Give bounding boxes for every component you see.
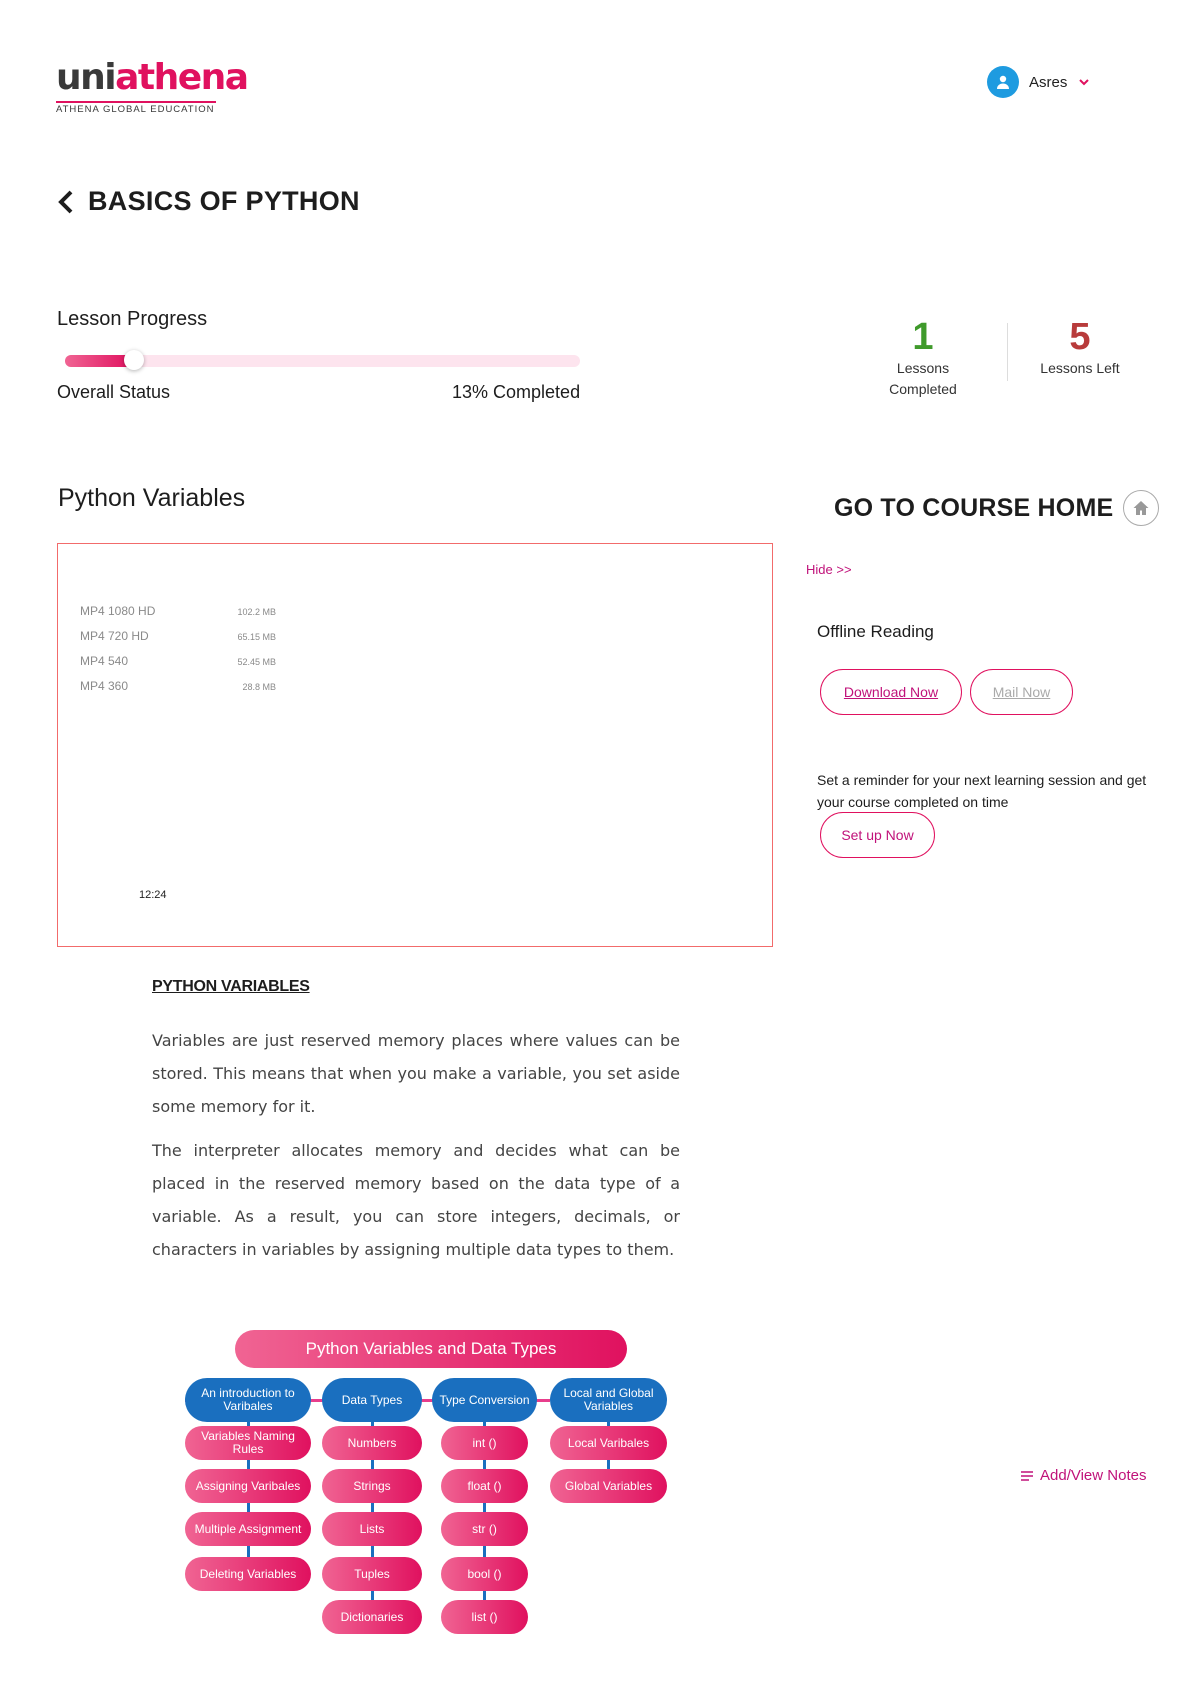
reminder-text: Set a reminder for your next learning session and get your course completed on time bbox=[817, 772, 1147, 810]
download-option-size: 52.45 MB bbox=[237, 657, 276, 667]
go-to-course-home[interactable] bbox=[834, 490, 1159, 526]
diagram-item: Global Variables bbox=[550, 1469, 667, 1503]
notes-lines-icon bbox=[1020, 1470, 1034, 1482]
download-option[interactable] bbox=[80, 604, 276, 618]
diagram-column-header: Data Types bbox=[322, 1378, 422, 1422]
download-option-label[interactable]: MP4 720 HD bbox=[80, 629, 149, 643]
download-option-size: 65.15 MB bbox=[237, 632, 276, 642]
hide-link[interactable]: Hide >> bbox=[806, 562, 852, 577]
diagram-item: Multiple Assignment bbox=[185, 1512, 311, 1546]
diagram-item: Tuples bbox=[322, 1557, 422, 1591]
home-icon bbox=[1132, 499, 1150, 517]
article-paragraph-2: The interpreter allocates memory and decides what can be placed in the reserved memory based on the data type of a variable. As a result, you can store integers, decimals, or characters in variables by assigning multiple data types to them. bbox=[152, 1141, 680, 1259]
download-option-label[interactable]: MP4 360 bbox=[80, 679, 129, 693]
progress-fill bbox=[65, 355, 132, 367]
lesson-progress-label: Lesson Progress bbox=[57, 308, 208, 330]
page-title bbox=[56, 186, 360, 217]
lessons-left-stat bbox=[1030, 316, 1130, 379]
diagram-item: Variables Naming Rules bbox=[185, 1426, 311, 1460]
article-heading: PYTHON VARIABLES bbox=[152, 978, 310, 995]
logo-tagline: ATHENA GLOBAL EDUCATION bbox=[56, 104, 215, 115]
lessons-completed-label-2: Completed bbox=[889, 381, 957, 397]
logo-underline bbox=[56, 101, 216, 103]
article-paragraph-1: Variables are just reserved memory places where values can be stored. This means that when you make a variable, you set aside some memory for it. bbox=[152, 1031, 680, 1116]
diagram-item: int () bbox=[441, 1426, 528, 1460]
user-name: Asres bbox=[1029, 73, 1068, 91]
download-option[interactable] bbox=[80, 654, 276, 668]
notes-label[interactable]: Add/View Notes bbox=[1040, 1467, 1147, 1484]
diagram-item: Assigning Varibales bbox=[185, 1469, 311, 1503]
user-icon bbox=[995, 74, 1011, 90]
download-option[interactable] bbox=[80, 629, 276, 643]
download-option-label[interactable]: MP4 540 bbox=[80, 654, 129, 668]
user-menu[interactable] bbox=[987, 66, 1091, 98]
chevron-down-icon[interactable] bbox=[1077, 75, 1091, 89]
set-up-now-button[interactable]: Set up Now bbox=[820, 812, 935, 858]
diagram-item: str () bbox=[441, 1512, 528, 1546]
diagram-column-header: Type Conversion bbox=[432, 1378, 537, 1422]
lesson-title: Python Variables bbox=[58, 484, 246, 512]
go-home-label[interactable]: GO TO COURSE HOME bbox=[834, 493, 1114, 522]
video-player[interactable] bbox=[57, 543, 773, 947]
home-button[interactable] bbox=[1123, 490, 1159, 526]
download-now-button[interactable]: Download Now bbox=[820, 669, 962, 715]
download-option[interactable] bbox=[80, 679, 276, 693]
offline-reading-title: Offline Reading bbox=[817, 622, 934, 641]
overall-status-label: Overall Status bbox=[57, 382, 171, 402]
lessons-left-label: Lessons Left bbox=[1040, 360, 1120, 376]
lessons-completed-value: 1 bbox=[912, 316, 934, 358]
diagram-column-header: An introduction to Varibales bbox=[185, 1378, 311, 1422]
diagram-title: Python Variables and Data Types bbox=[235, 1330, 627, 1368]
diagram-item: list () bbox=[441, 1600, 528, 1634]
lessons-completed-stat bbox=[868, 316, 978, 400]
diagram-item: Deleting Variables bbox=[185, 1557, 311, 1591]
stat-divider bbox=[1007, 323, 1008, 381]
diagram-item: Lists bbox=[322, 1512, 422, 1546]
video-time: 12:24 bbox=[139, 889, 167, 901]
lessons-left-value: 5 bbox=[1069, 316, 1091, 358]
diagram-item: float () bbox=[441, 1469, 528, 1503]
progress-knob bbox=[124, 350, 144, 370]
diagram-item: bool () bbox=[441, 1557, 528, 1591]
mail-now-button[interactable]: Mail Now bbox=[970, 669, 1073, 715]
diagram-item: Strings bbox=[322, 1469, 422, 1503]
diagram-item: Numbers bbox=[322, 1426, 422, 1460]
percent-completed: 13% Completed bbox=[452, 382, 581, 402]
course-title: BASICS OF PYTHON bbox=[88, 186, 360, 216]
avatar bbox=[987, 66, 1019, 98]
logo-wordmark: uniathena bbox=[56, 57, 248, 98]
download-option-label[interactable]: MP4 1080 HD bbox=[80, 604, 156, 618]
add-view-notes[interactable] bbox=[1020, 1467, 1146, 1484]
download-option-size: 28.8 MB bbox=[242, 682, 276, 692]
diagram-item: Local Varibales bbox=[550, 1426, 667, 1460]
lessons-completed-label-1: Lessons bbox=[896, 360, 950, 376]
back-arrow-icon[interactable] bbox=[56, 188, 76, 216]
diagram-column-header: Local and Global Variables bbox=[550, 1378, 667, 1422]
download-option-size: 102.2 MB bbox=[237, 607, 276, 617]
diagram-item: Dictionaries bbox=[322, 1600, 422, 1634]
uniathena-logo[interactable] bbox=[56, 57, 248, 115]
